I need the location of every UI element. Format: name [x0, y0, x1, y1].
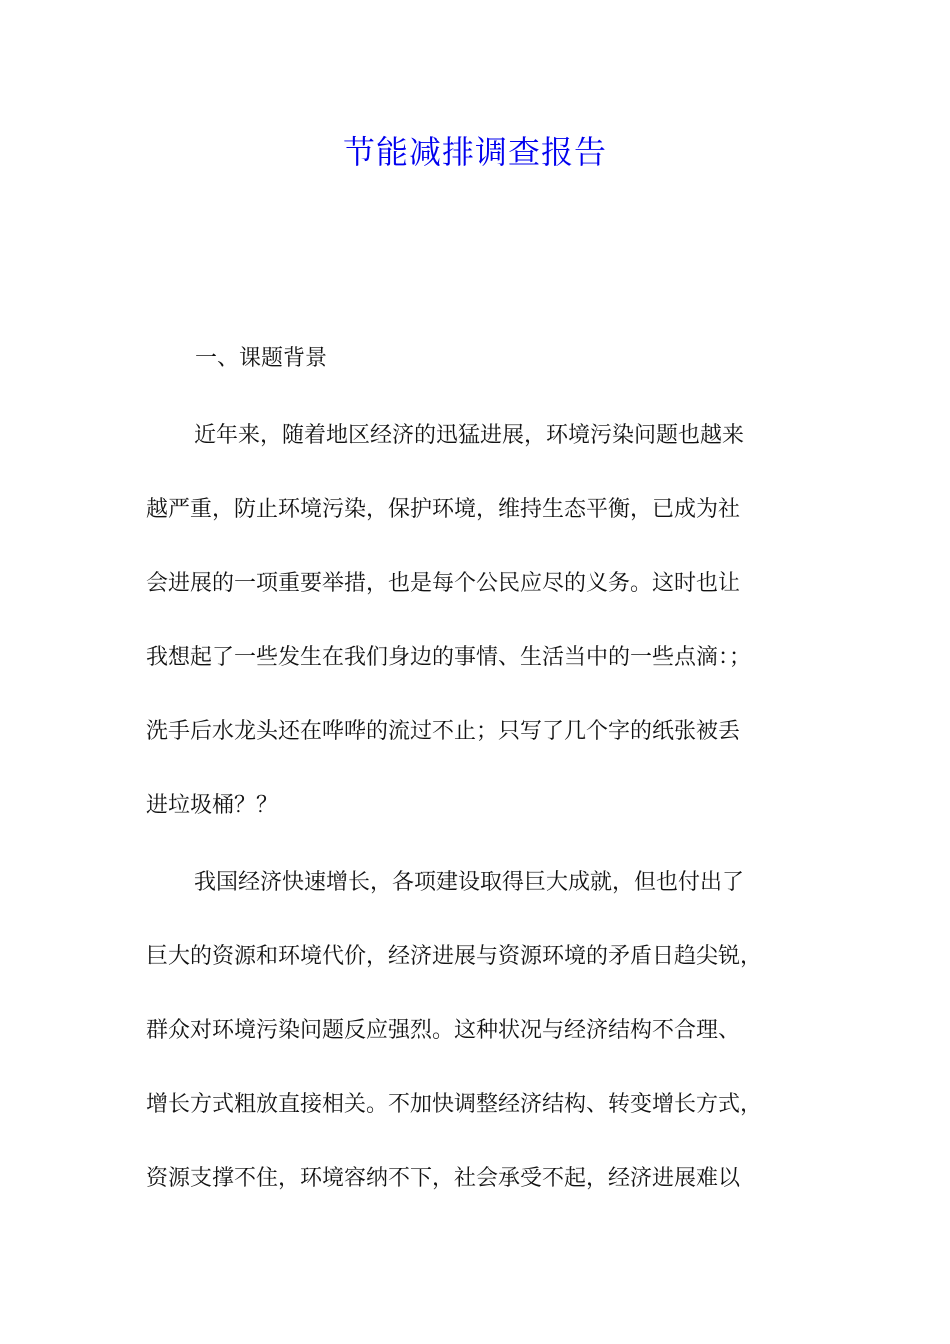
paragraph-line: 我国经济快速增长，各项建设取得巨大成就，但也付出了 [194, 870, 745, 895]
paragraph-line: 资源支撑不住，环境容纳不下，社会承受不起，经济进展难以 [146, 1166, 741, 1191]
paragraph-line: 越严重，防止环境污染，保护环境，维持生态平衡，已成为社 [146, 497, 741, 522]
paragraph-line: 我想起了一些发生在我们身边的事情、生活当中的一些点滴：； [146, 645, 752, 670]
paragraph-line: 增长方式粗放直接相关。不加快调整经济结构、转变增长方式， [146, 1092, 763, 1117]
paragraph-line: 进垃圾桶？？ [146, 793, 279, 818]
paragraph-1 [146, 417, 836, 861]
paragraph-line: 会进展的一项重要举措，也是每个公民应尽的义务。这时也让 [146, 571, 741, 596]
paragraph-line: 巨大的资源和环境代价，经济进展与资源环境的矛盾日趋尖锐， [146, 944, 763, 969]
document-title: 节能减排调查报告 [342, 133, 607, 171]
paragraph-line: 近年来，随着地区经济的迅猛进展，环境污染问题也越来 [194, 423, 745, 448]
paragraph-line: 群众对环境污染问题反应强烈。这种状况与经济结构不合理、 [146, 1018, 741, 1043]
paragraph-line: 洗手后水龙头还在哗哗的流过不止；只写了几个字的纸张被丢 [146, 719, 741, 744]
section-heading: 一、课题背景 [195, 346, 328, 371]
paragraph-2 [146, 864, 836, 1234]
